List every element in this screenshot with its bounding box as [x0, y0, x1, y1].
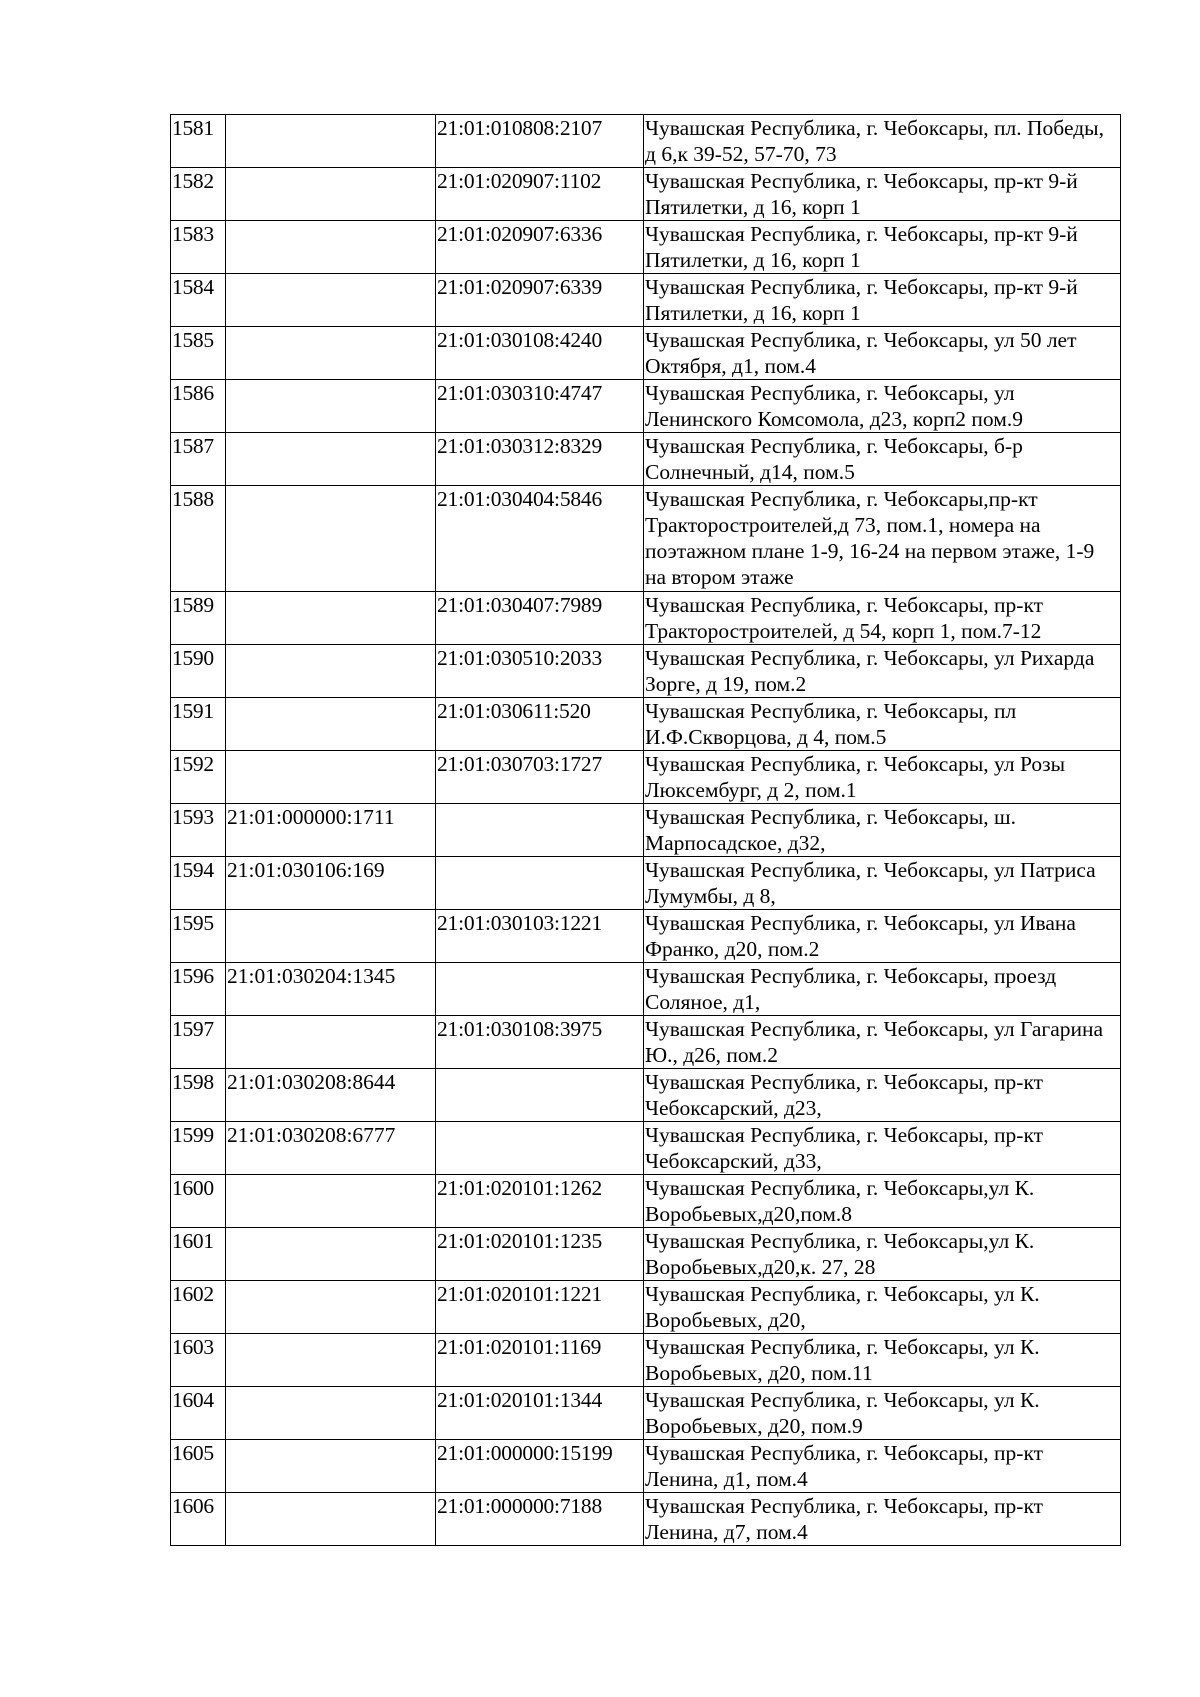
table-row: [171, 115, 1121, 168]
table-row: [171, 698, 1121, 751]
cadastral-premise-cell: 21:01:030510:2033: [436, 645, 644, 698]
row-number-cell: 1594: [171, 857, 226, 910]
table-row: [171, 910, 1121, 963]
cadastral-premise-cell: 21:01:020101:1344: [436, 1387, 644, 1440]
address-cell: Чувашская Республика, г. Чебоксары, ул Розы Люксембург, д 2, пом.1: [644, 751, 1121, 804]
table-row: [171, 1334, 1121, 1387]
cadastral-premise-cell: [436, 1069, 644, 1122]
cadastral-premise-cell: 21:01:030103:1221: [436, 910, 644, 963]
address-cell: Чувашская Республика, г. Чебоксары, ул Ленинского Комсомола, д23, корп2 пом.9: [644, 380, 1121, 433]
cadastral-premise-cell: [436, 804, 644, 857]
table-row: [171, 221, 1121, 274]
cadastral-building-cell: [226, 168, 436, 221]
cadastral-premise-cell: [436, 963, 644, 1016]
address-cell: Чувашская Республика, г. Чебоксары, пр-кт Чебоксарский, д33,: [644, 1122, 1121, 1175]
table-row: [171, 168, 1121, 221]
address-cell: Чувашская Республика, г. Чебоксары, ул Гагарина Ю., д26, пом.2: [644, 1016, 1121, 1069]
address-cell: Чувашская Республика, г. Чебоксары, пр-кт Ленина, д1, пом.4: [644, 1440, 1121, 1493]
cadastral-building-cell: [226, 698, 436, 751]
row-number-cell: 1605: [171, 1440, 226, 1493]
registry-table: [170, 114, 1121, 1546]
address-cell: Чувашская Республика, г. Чебоксары, проезд Соляное, д1,: [644, 963, 1121, 1016]
cadastral-premise-cell: 21:01:030407:7989: [436, 592, 644, 645]
row-number-cell: 1583: [171, 221, 226, 274]
address-cell: Чувашская Республика, г. Чебоксары, пр-кт Тракторостроителей, д 54, корп 1, пом.7-12: [644, 592, 1121, 645]
address-cell: Чувашская Республика, г. Чебоксары,пр-кт Тракторостроителей,д 73, пом.1, номера на поэтажном плане 1-9, 16-24 на первом этаже, 1-9 на втором этаже: [644, 486, 1121, 592]
cadastral-premise-cell: 21:01:000000:7188: [436, 1493, 644, 1546]
cadastral-premise-cell: 21:01:020101:1221: [436, 1281, 644, 1334]
address-cell: Чувашская Республика, г. Чебоксары, ул К. Воробьевых, д20,: [644, 1281, 1121, 1334]
cadastral-building-cell: [226, 1440, 436, 1493]
address-cell: Чувашская Республика, г. Чебоксары, пл. Победы, д 6,к 39-52, 57-70, 73: [644, 115, 1121, 168]
cadastral-premise-cell: 21:01:020101:1262: [436, 1175, 644, 1228]
row-number-cell: 1586: [171, 380, 226, 433]
table-row: [171, 1175, 1121, 1228]
row-number-cell: 1603: [171, 1334, 226, 1387]
table-row: [171, 274, 1121, 327]
address-cell: Чувашская Республика, г. Чебоксары, ул Ивана Франко, д20, пом.2: [644, 910, 1121, 963]
address-cell: Чувашская Республика, г. Чебоксары, пр-кт 9-й Пятилетки, д 16, корп 1: [644, 168, 1121, 221]
cadastral-premise-cell: [436, 857, 644, 910]
cadastral-building-cell: [226, 910, 436, 963]
row-number-cell: 1588: [171, 486, 226, 592]
cadastral-building-cell: [226, 1016, 436, 1069]
cadastral-premise-cell: 21:01:030404:5846: [436, 486, 644, 592]
address-cell: Чувашская Республика, г. Чебоксары,ул К. Воробьевых,д20,пом.8: [644, 1175, 1121, 1228]
row-number-cell: 1584: [171, 274, 226, 327]
address-cell: Чувашская Республика, г. Чебоксары, пр-кт 9-й Пятилетки, д 16, корп 1: [644, 274, 1121, 327]
cadastral-premise-cell: 21:01:030310:4747: [436, 380, 644, 433]
cadastral-building-cell: 21:01:000000:1711: [226, 804, 436, 857]
table-row: [171, 486, 1121, 592]
cadastral-premise-cell: 21:01:030108:3975: [436, 1016, 644, 1069]
table-row: [171, 804, 1121, 857]
table-row: [171, 963, 1121, 1016]
row-number-cell: 1596: [171, 963, 226, 1016]
cadastral-premise-cell: 21:01:030108:4240: [436, 327, 644, 380]
table-row: [171, 433, 1121, 486]
table-row: [171, 1069, 1121, 1122]
row-number-cell: 1599: [171, 1122, 226, 1175]
row-number-cell: 1590: [171, 645, 226, 698]
row-number-cell: 1589: [171, 592, 226, 645]
cadastral-building-cell: [226, 1387, 436, 1440]
row-number-cell: 1591: [171, 698, 226, 751]
cadastral-building-cell: [226, 327, 436, 380]
cadastral-building-cell: [226, 1493, 436, 1546]
cadastral-premise-cell: 21:01:030611:520: [436, 698, 644, 751]
row-number-cell: 1592: [171, 751, 226, 804]
cadastral-premise-cell: 21:01:020101:1169: [436, 1334, 644, 1387]
table-row: [171, 857, 1121, 910]
cadastral-building-cell: [226, 380, 436, 433]
cadastral-premise-cell: 21:01:020907:1102: [436, 168, 644, 221]
address-cell: Чувашская Республика, г. Чебоксары,ул К. Воробьевых,д20,к. 27, 28: [644, 1228, 1121, 1281]
table-row: [171, 380, 1121, 433]
table-row: [171, 1493, 1121, 1546]
address-cell: Чувашская Республика, г. Чебоксары, ул К. Воробьевых, д20, пом.9: [644, 1387, 1121, 1440]
registry-table-body: [171, 115, 1121, 1546]
row-number-cell: 1581: [171, 115, 226, 168]
table-row: [171, 751, 1121, 804]
table-row: [171, 1281, 1121, 1334]
cadastral-building-cell: [226, 274, 436, 327]
table-row: [171, 1387, 1121, 1440]
row-number-cell: 1597: [171, 1016, 226, 1069]
table-row: [171, 592, 1121, 645]
cadastral-building-cell: [226, 433, 436, 486]
row-number-cell: 1602: [171, 1281, 226, 1334]
row-number-cell: 1600: [171, 1175, 226, 1228]
cadastral-building-cell: [226, 1175, 436, 1228]
table-row: [171, 327, 1121, 380]
cadastral-building-cell: [226, 1334, 436, 1387]
table-row: [171, 1440, 1121, 1493]
cadastral-building-cell: 21:01:030208:8644: [226, 1069, 436, 1122]
table-row: [171, 1016, 1121, 1069]
table-row: [171, 645, 1121, 698]
cadastral-premise-cell: 21:01:030312:8329: [436, 433, 644, 486]
address-cell: Чувашская Республика, г. Чебоксары, ш. Марпосадское, д32,: [644, 804, 1121, 857]
cadastral-building-cell: [226, 751, 436, 804]
cadastral-building-cell: [226, 115, 436, 168]
address-cell: Чувашская Республика, г. Чебоксары, ул Патриса Лумумбы, д 8,: [644, 857, 1121, 910]
address-cell: Чувашская Республика, г. Чебоксары, пр-кт 9-й Пятилетки, д 16, корп 1: [644, 221, 1121, 274]
row-number-cell: 1606: [171, 1493, 226, 1546]
cadastral-premise-cell: 21:01:020907:6339: [436, 274, 644, 327]
row-number-cell: 1587: [171, 433, 226, 486]
row-number-cell: 1585: [171, 327, 226, 380]
cadastral-building-cell: 21:01:030208:6777: [226, 1122, 436, 1175]
table-row: [171, 1228, 1121, 1281]
cadastral-premise-cell: [436, 1122, 644, 1175]
cadastral-building-cell: 21:01:030204:1345: [226, 963, 436, 1016]
cadastral-building-cell: [226, 486, 436, 592]
table-row: [171, 1122, 1121, 1175]
cadastral-premise-cell: 21:01:010808:2107: [436, 115, 644, 168]
row-number-cell: 1595: [171, 910, 226, 963]
cadastral-building-cell: [226, 592, 436, 645]
address-cell: Чувашская Республика, г. Чебоксары, б-р Солнечный, д14, пом.5: [644, 433, 1121, 486]
cadastral-building-cell: [226, 1228, 436, 1281]
address-cell: Чувашская Республика, г. Чебоксары, ул 50 лет Октября, д1, пом.4: [644, 327, 1121, 380]
address-cell: Чувашская Республика, г. Чебоксары, ул К. Воробьевых, д20, пом.11: [644, 1334, 1121, 1387]
row-number-cell: 1601: [171, 1228, 226, 1281]
cadastral-premise-cell: 21:01:020101:1235: [436, 1228, 644, 1281]
address-cell: Чувашская Республика, г. Чебоксары, пр-кт Ленина, д7, пом.4: [644, 1493, 1121, 1546]
row-number-cell: 1593: [171, 804, 226, 857]
address-cell: Чувашская Республика, г. Чебоксары, пр-кт Чебоксарский, д23,: [644, 1069, 1121, 1122]
row-number-cell: 1598: [171, 1069, 226, 1122]
cadastral-premise-cell: 21:01:030703:1727: [436, 751, 644, 804]
cadastral-building-cell: [226, 1281, 436, 1334]
row-number-cell: 1604: [171, 1387, 226, 1440]
cadastral-building-cell: 21:01:030106:169: [226, 857, 436, 910]
cadastral-building-cell: [226, 221, 436, 274]
cadastral-premise-cell: 21:01:020907:6336: [436, 221, 644, 274]
cadastral-premise-cell: 21:01:000000:15199: [436, 1440, 644, 1493]
address-cell: Чувашская Республика, г. Чебоксары, пл И.Ф.Скворцова, д 4, пом.5: [644, 698, 1121, 751]
address-cell: Чувашская Республика, г. Чебоксары, ул Рихарда Зорге, д 19, пом.2: [644, 645, 1121, 698]
row-number-cell: 1582: [171, 168, 226, 221]
cadastral-building-cell: [226, 645, 436, 698]
